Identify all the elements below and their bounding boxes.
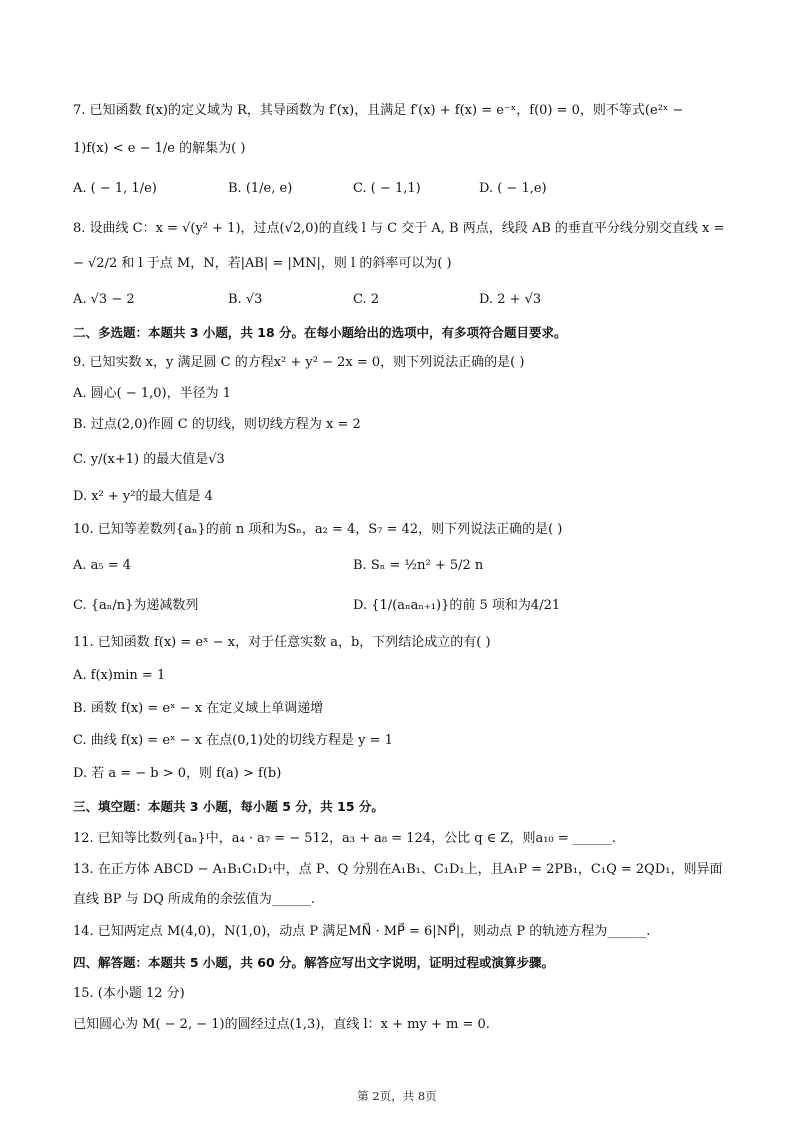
- q9-stem: 9. 已知实数 x，y 满足圆 C 的方程x² + y² − 2x = 0，则下列说法正确的是( ): [73, 355, 525, 370]
- q10-stem: 10. 已知等差数列{aₙ}的前 n 项和为Sₙ，a₂ = 4，S₇ = 42，则下列说法正确的是( ): [73, 522, 563, 537]
- q10-option-b: B. Sₙ = ½n² + 5/2 n: [353, 558, 484, 573]
- q15-title: 15. (本小题 12 分): [73, 986, 185, 1001]
- q9-option-d: D. x² + y²的最大值是 4: [73, 489, 213, 504]
- q11-option-a: A. f(x)min = 1: [73, 668, 166, 683]
- page-footer: 第 2页，共 8页: [357, 1089, 437, 1103]
- q9-option-b: B. 过点(2,0)作圆 C 的切线，则切线方程为 x = 2: [73, 417, 361, 432]
- q7-option-d: D. ( − 1,e): [479, 181, 547, 196]
- q10-option-a: A. a₅ = 4: [73, 558, 132, 573]
- q15-stem: 已知圆心为 M( − 2, − 1)的圆经过点(1,3)，直线 l：x + my + m = 0.: [73, 1017, 490, 1032]
- q8-stem-line2: − √2/2 和 l 于点 M，N，若|AB| = |MN|，则 l 的斜率可以为( ): [73, 256, 452, 271]
- q11-option-b: B. 函数 f(x) = eˣ − x 在定义域上单调递增: [73, 701, 324, 716]
- q12-stem: 12. 已知等比数列{aₙ}中，a₄ · a₇ = − 512，a₃ + a₈ = 124，公比 q ∈ Z，则a₁₀ = ______.: [73, 831, 616, 846]
- section-fill-in-heading: 三、填空题：本题共 3 小题，每小题 5 分，共 15 分。: [73, 799, 384, 814]
- q11-stem: 11. 已知函数 f(x) = eˣ − x，对于任意实数 a，b，下列结论成立的有( ): [73, 635, 491, 650]
- q8-option-c: C. 2: [353, 292, 380, 307]
- q11-option-d: D. 若 a = − b > 0，则 f(a) > f(b): [73, 766, 282, 781]
- q9-option-a: A. 圆心( − 1,0)，半径为 1: [73, 386, 232, 401]
- q8-stem-line1: 8. 设曲线 C：x = √(y² + 1)，过点(√2,0)的直线 l 与 C 交于 A, B 两点，线段 AB 的垂直平分线分别交直线 x =: [73, 221, 725, 236]
- q8-option-b: B. √3: [228, 292, 263, 307]
- q7-stem-line1: 7. 已知函数 f(x)的定义域为 R，其导函数为 f′(x)，且满足 f′(x) + f(x) = e⁻ˣ，f(0) = 0，则不等式(e²ˣ −: [73, 103, 684, 118]
- q14-stem: 14. 已知两定点 M(4,0)，N(1,0)，动点 P 满足MN⃗ · MP⃗ = 6|NP⃗|，则动点 P 的轨迹方程为______.: [73, 924, 651, 939]
- q7-option-b: B. (1/e, e): [228, 181, 293, 196]
- q13-stem-line1: 13. 在正方体 ABCD − A₁B₁C₁D₁中，点 P、Q 分别在A₁B₁、C₁D₁上，且A₁P = 2PB₁，C₁Q = 2QD₁，则异面: [73, 862, 723, 877]
- q8-option-d: D. 2 + √3: [479, 292, 542, 307]
- q9-option-c: C. y/(x+1) 的最大值是√3: [73, 452, 225, 467]
- q13-stem-line2: 直线 BP 与 DQ 所成角的余弦值为______.: [73, 892, 316, 907]
- section-solution-heading: 四、解答题：本题共 5 小题，共 60 分。解答应写出文字说明，证明过程或演算步骤。: [73, 955, 555, 970]
- q11-option-c: C. 曲线 f(x) = eˣ − x 在点(0,1)处的切线方程是 y = 1: [73, 733, 393, 748]
- section-multiple-choice-heading: 二、多选题：本题共 3 小题，共 18 分。在每小题给出的选项中，有多项符合题目要求。: [73, 325, 567, 340]
- q7-stem-line2: 1)f(x) < e − 1/e 的解集为( ): [73, 141, 246, 156]
- q7-option-a: A. ( − 1, 1/e): [73, 181, 157, 196]
- q10-option-c: C. {aₙ/n}为递减数列: [73, 598, 199, 613]
- q7-option-c: C. ( − 1,1): [353, 181, 421, 196]
- q10-option-d: D. {1/(aₙaₙ₊₁)}的前 5 项和为4/21: [353, 598, 561, 613]
- q8-option-a: A. √3 − 2: [73, 292, 135, 307]
